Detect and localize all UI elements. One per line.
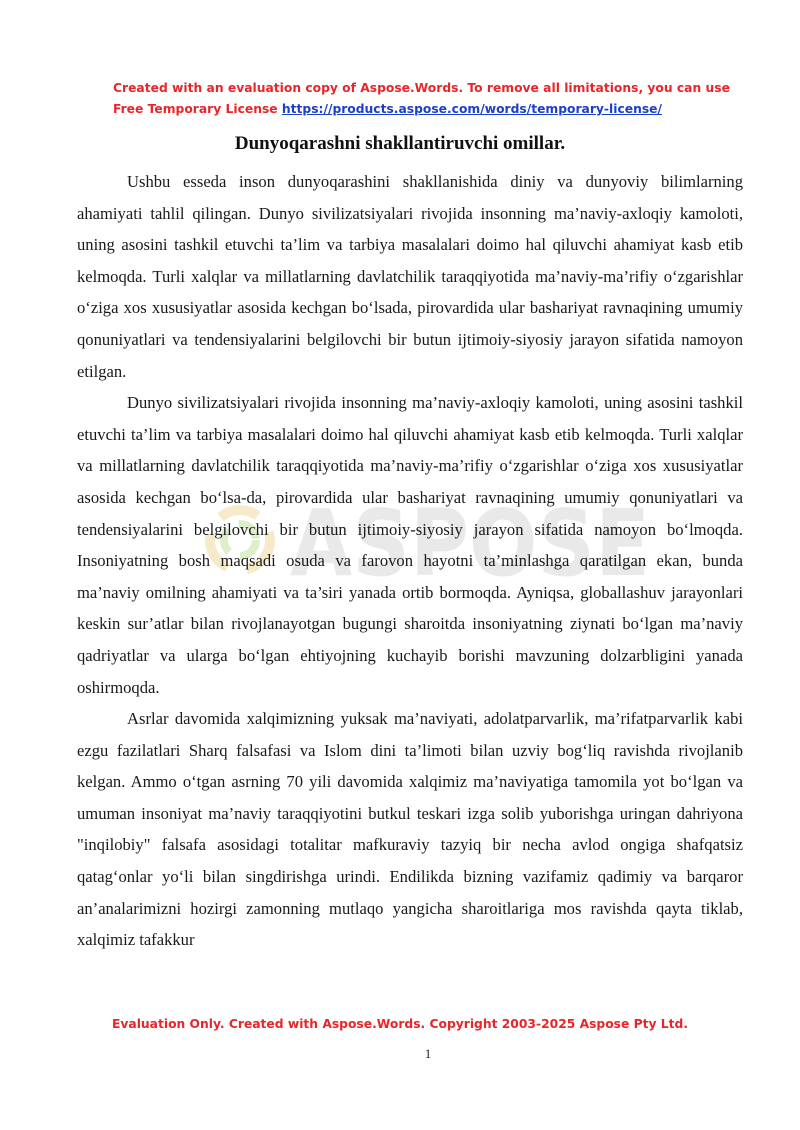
evaluation-notice <box>113 78 733 120</box>
evaluation-footer: Evaluation Only. Created with Aspose.Words. Copyright 2003-2025 Aspose Pty Ltd. <box>112 1017 688 1031</box>
temporary-license-link[interactable]: https://products.aspose.com/words/temporary-license/ <box>281 102 662 116</box>
document-title: Dunyoqarashni shakllantiruvchi omillar. <box>234 133 566 154</box>
page-number: 1 <box>424 1046 432 1061</box>
temporary-license-label: Free Temporary License <box>113 102 282 116</box>
evaluation-notice-line2 <box>113 99 733 120</box>
document-body <box>77 166 743 956</box>
paragraph-2: Dunyo sivilizatsiyalari rivojida insonning ma’naviy-axloqiy kamoloti, uning asosini tashkil etuvchi ta’lim va tarbiya masalalari doimo hal qiluvchi ahamiyat kasb etib kelmoqda. Turli xalqlar va millatlarning davlatchilik taraqqiyotida ma’naviy-ma’rifiy o‘zgarishlar o‘ziga xos xususiyatlar asosida kechgan bo‘lsa-da, pirovardida ular bashariyat ravnaqining umumiy qonuniyatlari va tendensiyalarini belgilovchi bir butun ijtimoiy-siyosiy jarayon sifatida namoyon bo‘lmoqda. Insoniyatning bosh maqsadi osuda va farovon hayotni ta’minlashga qaratilgan ekan, bunda ma’naviy omilning ahamiyati va ta’siri yanada ortib bormoqda. Ayniqsa, globallashuv jarayonlari keskin sur’atlar bilan rivojlanayotgan bugungi sharoitda insoniyatning ziynati bo‘lgan ma’naviy qadriyatlar va ularga bo‘lgan ehtiyojning kuchayib borishi mavzuning dolzarbligini yanada oshirmoqda. <box>77 393 743 697</box>
paragraph-1: Ushbu esseda inson dunyoqarashini shakllanishida diniy va dunyoviy bilimlarning ahamiyati tahlil qilingan. Dunyo sivilizatsiyalari rivojida insonning ma’naviy-axloqiy kamoloti, uning asosini tashkil etuvchi ta’lim va tarbiya masalalari doimo hal qiluvchi ahamiyat kasb etib kelmoqda. Turli xalqlar va millatlarning davlatchilik taraqqiyotida ma’naviy-ma’rifiy o‘zgarishlar o‘ziga xos xususiyatlar asosida kechgan bo‘lsada, pirovardida ular bashariyat ravnaqining umumiy qonuniyatlari va tendensiyalarini belgilovchi bir butun ijtimoiy-siyosiy jarayon sifatida namoyon etilgan. <box>77 172 743 381</box>
watermark-text: ASPOSE <box>290 490 650 597</box>
paragraph-3: Asrlar davomida xalqimizning yuksak ma’naviyati, adolatparvarlik, ma’rifatparvarlik kabi ezgu fazilatlari Sharq falsafasi va Islom dini ta’limoti bilan uzviy bog‘liq ravishda rivojlanib kelgan. Ammo o‘tgan asrning 70 yili davomida xalqimiz ma’naviyatiga tamomila yot bo‘lgan va umuman insoniyat ma’naviy taraqqiyotini butkul teskari izga solib yuborishga uringan dahriyona "inqilobiy" falsafa asosidagi totalitar mafkuraviy tazyiq bir necha avlod ongiga shafqatsiz qatag‘onlar yo‘li bilan singdirishga urindi. Endilikda bizning vazifamiz qadimiy va barqaror an’analarimizni hozirgi zamonning mutlaqo yangicha sharoitlariga mos ravishda qayta tiklab, xalqimiz tafakkur <box>77 709 743 950</box>
evaluation-notice-line1: Created with an evaluation copy of Aspose.Words. To remove all limitations, you can use <box>113 81 730 95</box>
